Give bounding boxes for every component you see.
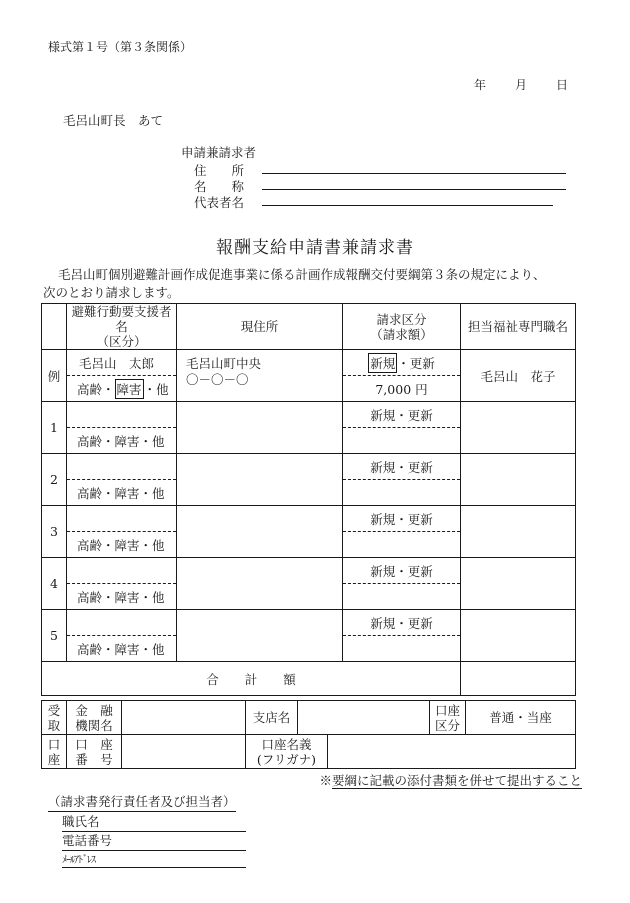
- form-number: 様式第１号（第３条関係）: [48, 40, 193, 54]
- attachment-note: ※要綱に記載の添付書類を併せて提出すること: [319, 773, 582, 788]
- header-welfare: 担当福祉専門職名: [461, 304, 576, 350]
- date-year-label: 年: [474, 78, 487, 92]
- institution-field[interactable]: [122, 701, 246, 735]
- address-field[interactable]: [177, 610, 343, 662]
- account-type-label: 口座 区分: [430, 701, 466, 735]
- claim-amount-field[interactable]: [343, 428, 460, 453]
- account-name-field[interactable]: [328, 735, 576, 769]
- issuer-title: （請求書発行責任者及び担当者）: [48, 792, 236, 812]
- supporter-cell[interactable]: [67, 610, 177, 662]
- table-row: [42, 558, 576, 610]
- supporter-name-field[interactable]: [67, 558, 176, 584]
- supporter-name-field[interactable]: [67, 506, 176, 532]
- header-row-no: [42, 304, 67, 350]
- example-claim-cell: [343, 350, 461, 402]
- welfare-name-field[interactable]: [461, 402, 576, 454]
- welfare-name-field[interactable]: [461, 454, 576, 506]
- claim-cell[interactable]: [343, 610, 461, 662]
- category-options[interactable]: 高齢・障害・他: [77, 589, 165, 605]
- category-options[interactable]: 高齢・障害・他: [77, 641, 165, 657]
- total-row: [42, 662, 576, 696]
- example-supporter-cell: [67, 350, 177, 402]
- claim-table-header: [42, 304, 576, 350]
- header-address: 現住所: [177, 304, 343, 350]
- issuer-email-label: ﾒｰﾙｱﾄﾞﾚｽ: [62, 855, 95, 866]
- row-number: 1: [42, 402, 67, 454]
- applicant-rep-field[interactable]: [262, 205, 553, 206]
- intro-text-line2: 次のとおり請求します。: [43, 285, 180, 300]
- applicant-title: 申請兼請求者: [181, 145, 257, 160]
- applicant-name-label: 名 称: [194, 179, 245, 194]
- supporter-name-field[interactable]: [67, 402, 176, 428]
- claim-amount-field[interactable]: [343, 480, 460, 505]
- claim-type-options[interactable]: 新規・更新: [343, 402, 460, 428]
- bank-row-1: [42, 701, 576, 735]
- date-month-label: 月: [515, 78, 528, 92]
- applicant-name-field[interactable]: [262, 189, 566, 190]
- claim-cell[interactable]: [343, 454, 461, 506]
- issuer-phone-field[interactable]: [62, 831, 246, 851]
- addressee: 毛呂山町長 あて: [63, 113, 164, 128]
- account-label: 口座: [42, 735, 67, 769]
- claim-cell[interactable]: [343, 506, 461, 558]
- header-supporter: 避難行動要支援者名 （区分）: [67, 304, 177, 350]
- institution-label: 金 融 機関名: [67, 701, 122, 735]
- date-day-label: 日: [556, 78, 569, 92]
- issuer-name-label: 職氏名: [62, 814, 100, 829]
- example-claim-selected: 新規: [368, 353, 397, 373]
- bank-table: [41, 700, 576, 769]
- account-name-label: 口座名義 (フリガナ): [246, 735, 328, 769]
- document-title: 報酬支給申請書兼請求書: [216, 238, 414, 258]
- address-field[interactable]: [177, 402, 343, 454]
- issuer-name-field[interactable]: [62, 812, 246, 832]
- row-number: 3: [42, 506, 67, 558]
- supporter-cell[interactable]: [67, 402, 177, 454]
- claim-table: [41, 303, 576, 696]
- table-row: [42, 402, 576, 454]
- total-amount-field[interactable]: [461, 662, 576, 696]
- example-supporter-name: 毛呂山 太郎: [67, 350, 176, 376]
- branch-field[interactable]: [298, 701, 430, 735]
- claim-amount-field[interactable]: [343, 532, 460, 557]
- applicant-address-label: 住 所: [194, 163, 245, 178]
- address-field[interactable]: [177, 506, 343, 558]
- category-options[interactable]: 高齢・障害・他: [77, 433, 165, 449]
- supporter-name-field[interactable]: [67, 610, 176, 636]
- welfare-name-field[interactable]: [461, 506, 576, 558]
- bank-row-2: [42, 735, 576, 769]
- total-label: 合計額: [42, 662, 461, 696]
- claim-type-options[interactable]: 新規・更新: [343, 454, 460, 480]
- row-number: 2: [42, 454, 67, 506]
- claim-type-options[interactable]: 新規・更新: [343, 506, 460, 532]
- supporter-cell[interactable]: [67, 506, 177, 558]
- supporter-cell[interactable]: [67, 454, 177, 506]
- example-address: 毛呂山町中央 〇－〇－〇: [177, 350, 343, 402]
- table-row: [42, 610, 576, 662]
- account-number-field[interactable]: [122, 735, 246, 769]
- example-category: 高齢 ・ 障害 ・ 他: [67, 376, 176, 401]
- issuer-email-field[interactable]: [62, 851, 246, 868]
- supporter-cell[interactable]: [67, 558, 177, 610]
- category-options[interactable]: 高齢・障害・他: [77, 485, 165, 501]
- example-row: [42, 350, 576, 402]
- header-claim: 請求区分 （請求額）: [343, 304, 461, 350]
- intro-text-line1: 毛呂山町個別避難計画作成促進事業に係る計画作成報酬交付要綱第３条の規定により、: [58, 267, 546, 282]
- account-number-label: 口 座 番 号: [67, 735, 122, 769]
- receive-label: 受取: [42, 701, 67, 735]
- applicant-rep-label: 代表者名: [194, 195, 245, 210]
- table-row: [42, 506, 576, 558]
- example-label: 例: [42, 350, 67, 402]
- issuer-phone-label: 電話番号: [62, 833, 113, 848]
- row-number: 5: [42, 610, 67, 662]
- example-claim-type: 新規 ・更新: [343, 350, 460, 376]
- table-row: [42, 454, 576, 506]
- claim-type-options[interactable]: 新規・更新: [343, 610, 460, 636]
- welfare-name-field[interactable]: [461, 610, 576, 662]
- category-options[interactable]: 高齢・障害・他: [77, 537, 165, 553]
- address-field[interactable]: [177, 454, 343, 506]
- claim-type-options[interactable]: 新規・更新: [343, 558, 460, 584]
- example-welfare-name: 毛呂山 花子: [461, 350, 576, 402]
- account-type-options[interactable]: 普通・当座: [466, 701, 576, 735]
- address-field[interactable]: [177, 558, 343, 610]
- example-category-selected: 障害: [115, 379, 144, 399]
- claim-cell[interactable]: [343, 402, 461, 454]
- claim-amount-field[interactable]: [343, 584, 460, 609]
- row-number: 4: [42, 558, 67, 610]
- applicant-address-field[interactable]: [262, 173, 566, 174]
- claim-cell[interactable]: [343, 558, 461, 610]
- supporter-name-field[interactable]: [67, 454, 176, 480]
- example-claim-amount: 7,000 円: [375, 381, 428, 397]
- claim-amount-field[interactable]: [343, 636, 460, 661]
- branch-label: 支店名: [246, 701, 298, 735]
- welfare-name-field[interactable]: [461, 558, 576, 610]
